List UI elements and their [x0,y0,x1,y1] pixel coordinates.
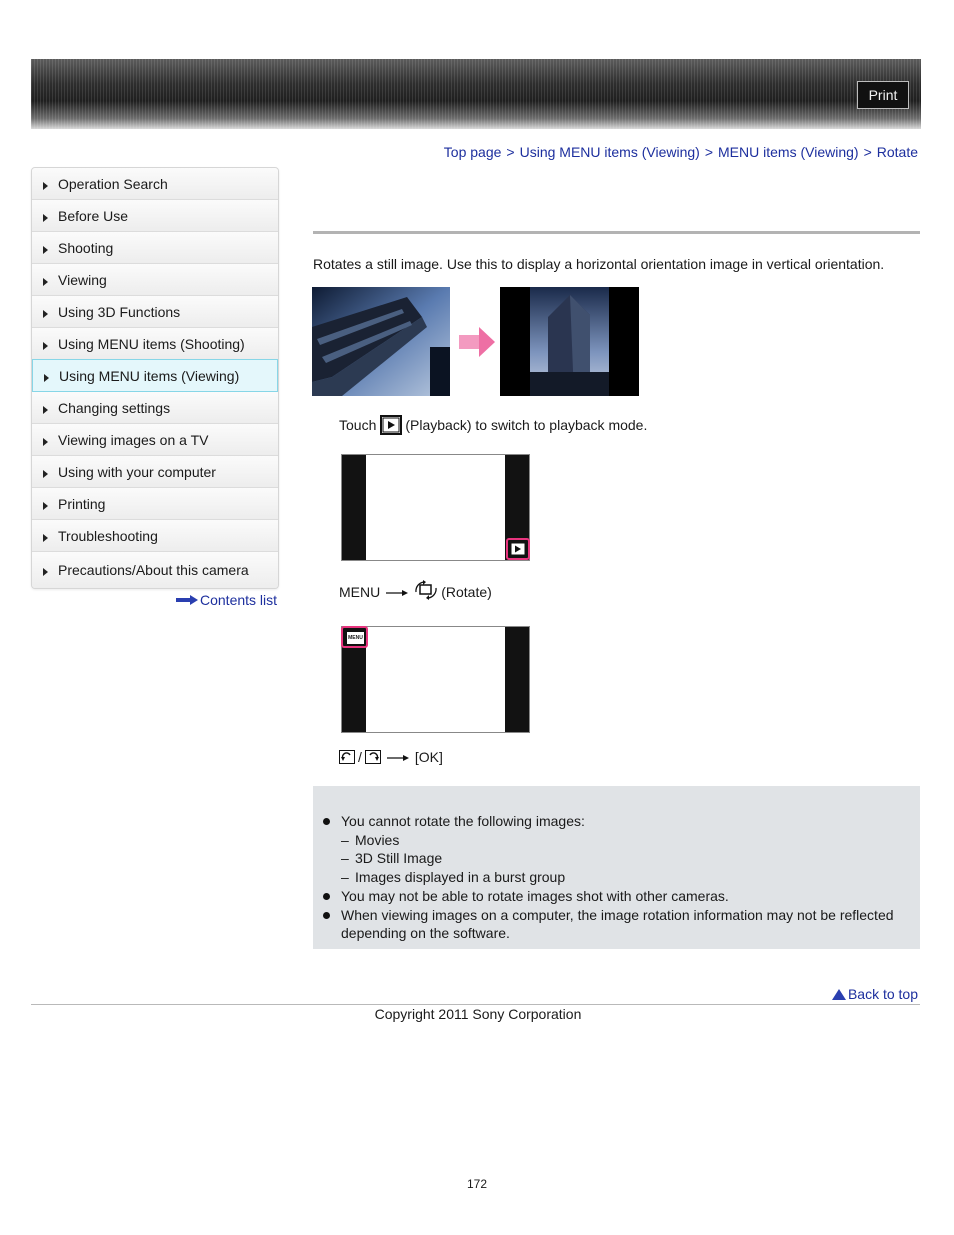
sidebar-nav [31,167,279,589]
step-1 [339,415,647,435]
step-2 [339,584,492,600]
arrow-right-icon [43,182,48,190]
rotate-right-icon[interactable] [365,750,381,764]
sidebar-item-troubleshooting[interactable] [32,520,278,552]
note-subitem-text: Movies [355,831,400,848]
sidebar-item-label: Viewing images on a TV [58,431,209,448]
sidebar-item-label: Using with your computer [58,463,216,480]
header-banner [31,59,921,129]
note-subitem-text: Images displayed in a burst group [355,869,566,886]
note-item: You cannot rotate the following images: [321,812,911,831]
note-subitem [321,831,911,850]
sidebar-item-label: Viewing [58,271,107,288]
menu-button-label: MENU [346,631,365,645]
copyright-label: Copyright 2011 Sony Corporation [374,1006,582,1022]
rotate-left-icon[interactable] [339,750,355,764]
menu-button-highlight[interactable] [341,626,368,648]
arrow-right-icon [43,278,48,286]
separator-slash: / [358,749,362,765]
playback-icon [380,415,402,435]
sidebar-item-printing[interactable] [32,488,278,520]
sidebar-item-viewing-on-tv[interactable] [32,424,278,456]
rotated-photo-image [500,287,639,396]
sidebar-item-label: Troubleshooting [58,527,158,544]
arrow-right-icon [43,342,48,350]
menu-label: MENU [339,584,381,600]
triangle-up-icon [832,989,846,1000]
arrow-right-icon [43,406,48,414]
sidebar-item-3d-functions[interactable] [32,296,278,328]
landscape-photo-image [312,287,450,396]
breadcrumb-menu-items-viewing[interactable]: MENU items (Viewing) [718,144,859,160]
copyright-text [0,1006,954,1022]
sidebar-item-label: Using MENU items (Shooting) [58,335,245,352]
arrow-right-icon [44,374,49,382]
intro-text: Rotates a still image. Use this to display a horizontal orientation image in vertical orientation. [313,256,885,272]
arrow-right-icon [387,753,411,763]
page-number: 172 [466,1177,488,1191]
step-3 [339,749,443,765]
breadcrumb-top-page[interactable]: Top page [443,144,502,160]
note-subitem [321,868,911,887]
dash-icon: – [341,869,349,886]
arrow-right-icon [176,595,198,605]
screen-right-bar [505,627,529,732]
sidebar-item-label: Shooting [58,239,114,256]
sidebar-item-label: Precautions/About this camera [58,562,249,578]
screen-left-bar [342,455,366,560]
note-item: When viewing images on a computer, the image rotation information may not be reflected depending on the software. [321,906,911,943]
note-subitem-text: 3D Still Image [355,850,443,867]
sidebar-item-label: Using MENU items (Viewing) [59,367,240,384]
footer-divider [31,1004,920,1005]
sidebar-item-using-computer[interactable] [32,456,278,488]
arrow-right-icon [43,214,48,222]
rotate-icon [414,580,438,600]
sidebar-item-menu-viewing[interactable] [32,359,278,392]
rotate-label: (Rotate) [441,584,492,600]
breadcrumb [444,144,918,160]
playback-button-highlight[interactable] [506,538,530,560]
breadcrumb-using-menu-viewing[interactable]: Using MENU items (Viewing) [519,144,700,160]
sidebar-item-label: Before Use [58,207,129,224]
sidebar-item-label: Printing [58,495,106,512]
breadcrumb-rotate[interactable]: Rotate [876,144,918,160]
breadcrumb-separator: > [506,144,515,160]
sidebar-item-viewing[interactable] [32,264,278,296]
camera-screen-playback [341,454,530,561]
sidebar-item-before-use[interactable] [32,200,278,232]
contents-list-label: Contents list [200,592,278,608]
arrow-right-icon [43,568,48,576]
notes-box [313,786,920,949]
back-to-top-link[interactable] [832,986,918,1002]
contents-list-link[interactable] [176,592,277,608]
camera-screen-menu [341,626,530,733]
print-button[interactable]: Print [857,81,909,109]
sidebar-item-precautions[interactable] [32,552,278,588]
step-1-text-after: (Playback) to switch to playback mode. [405,417,648,433]
sidebar-item-changing-settings[interactable] [32,392,278,424]
step-1-text: Touch [339,417,377,433]
sidebar-item-shooting[interactable] [32,232,278,264]
note-subitem [321,849,911,868]
sidebar-item-label: Using 3D Functions [58,303,181,320]
playback-icon [508,540,528,558]
dash-icon: – [341,831,349,848]
back-to-top-label: Back to top [847,986,918,1002]
breadcrumb-separator: > [704,144,714,160]
sidebar-item-label: Operation Search [58,175,168,192]
arrow-right-icon [457,287,495,396]
notes-list [321,812,911,943]
ok-label: [OK] [414,749,443,765]
arrow-right-icon [43,438,48,446]
sidebar-item-operation-search[interactable] [32,168,278,200]
arrow-right-icon [43,502,48,510]
note-item: You may not be able to rotate images shot with other cameras. [321,887,911,906]
dash-icon: – [341,850,349,867]
title-divider [313,231,920,234]
breadcrumb-separator: > [863,144,872,160]
arrow-right-icon [43,310,48,318]
arrow-right-icon [43,534,48,542]
arrow-right-icon [43,246,48,254]
sidebar-item-menu-shooting[interactable] [32,328,278,360]
arrow-right-icon [43,470,48,478]
sidebar-item-label: Changing settings [58,399,171,416]
arrow-right-icon [386,588,410,598]
